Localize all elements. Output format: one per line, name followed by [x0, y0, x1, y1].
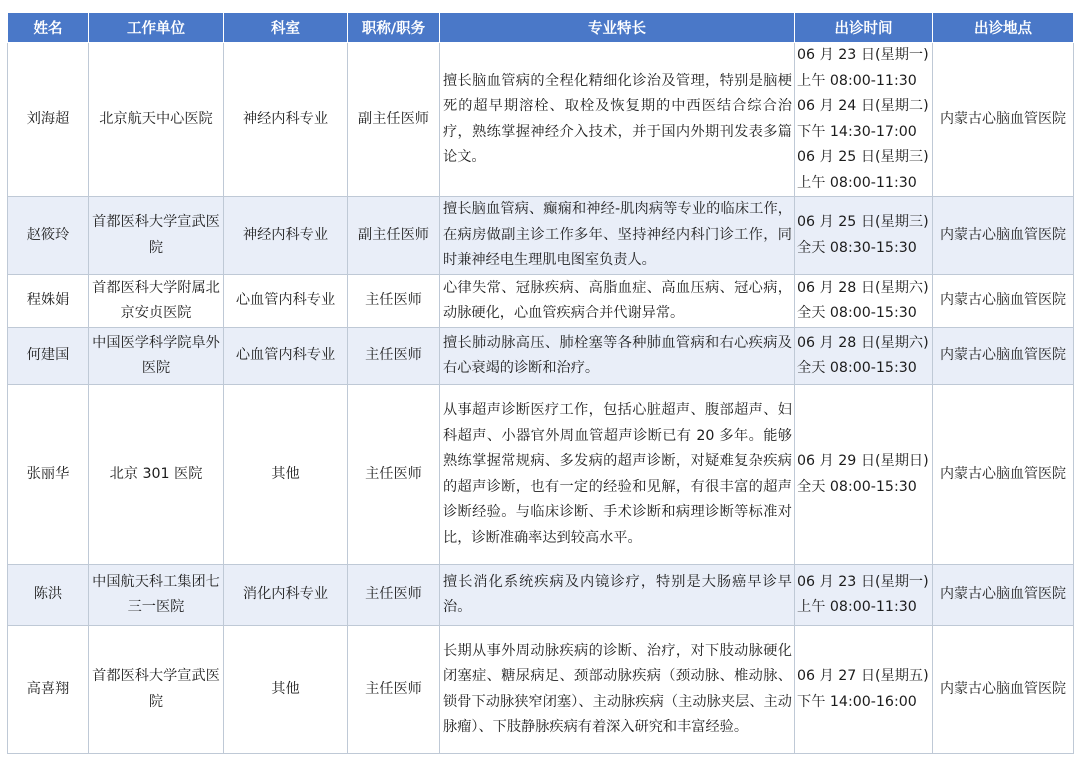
cell-specialty: 擅长脑血管病的全程化精细化诊治及管理，特别是脑梗死的超早期溶栓、取栓及恢复期的中西医结合综合治疗，熟练掌握神经介入技术，并于国内外期刊发表多篇论文。 [440, 43, 795, 197]
cell-time: 06 月 29 日(星期日) 全天 08:00-15:30 [795, 385, 933, 565]
cell-dept: 其他 [224, 626, 348, 754]
cell-title: 主任医师 [348, 626, 440, 754]
cell-name: 陈洪 [8, 565, 89, 626]
cell-location: 内蒙古心脑血管医院 [933, 385, 1074, 565]
cell-unit: 首都医科大学宣武医院 [89, 197, 224, 275]
cell-dept: 心血管内科专业 [224, 328, 348, 385]
cell-dept: 其他 [224, 385, 348, 565]
cell-time: 06 月 23 日(星期一) 上午 08:00-11:30 [795, 565, 933, 626]
cell-name: 赵筱玲 [8, 197, 89, 275]
cell-location: 内蒙古心脑血管医院 [933, 626, 1074, 754]
cell-time: 06 月 25 日(星期三) 全天 08:30-15:30 [795, 197, 933, 275]
cell-specialty: 从事超声诊断医疗工作，包括心脏超声、腹部超声、妇科超声、小器官外周血管超声诊断已有 20 多年。能够熟练掌握常规病、多发病的超声诊断，对疑难复杂疾病的超声诊断，也有一定的经验和见解，有很丰富的超声诊断经验。与临床诊断、手术诊断和病理诊断等标准对比，诊断准确率达到较高水平。 [440, 385, 795, 565]
cell-unit: 北京航天中心医院 [89, 43, 224, 197]
cell-location: 内蒙古心脑血管医院 [933, 197, 1074, 275]
header-location: 出诊地点 [933, 13, 1074, 43]
cell-unit: 中国医学科学院阜外医院 [89, 328, 224, 385]
table-row [8, 626, 1074, 754]
cell-title: 主任医师 [348, 385, 440, 565]
table-row [8, 385, 1074, 565]
cell-time: 06 月 23 日(星期一) 上午 08:00-11:30 06 月 24 日(星期二) 下午 14:30-17:00 06 月 25 日(星期三) 上午 08:00-11:30 [795, 43, 933, 197]
doctor-schedule-table [7, 12, 1074, 754]
table-row [8, 328, 1074, 385]
cell-location: 内蒙古心脑血管医院 [933, 328, 1074, 385]
header-dept: 科室 [224, 13, 348, 43]
cell-location: 内蒙古心脑血管医院 [933, 275, 1074, 328]
cell-name: 何建国 [8, 328, 89, 385]
header-title: 职称/职务 [348, 13, 440, 43]
cell-unit: 北京 301 医院 [89, 385, 224, 565]
cell-specialty: 擅长消化系统疾病及内镜诊疗，特别是大肠癌早诊早治。 [440, 565, 795, 626]
header-name: 姓名 [8, 13, 89, 43]
header-unit: 工作单位 [89, 13, 224, 43]
header-specialty: 专业特长 [440, 13, 795, 43]
cell-name: 张丽华 [8, 385, 89, 565]
cell-dept: 神经内科专业 [224, 43, 348, 197]
cell-time: 06 月 28 日(星期六) 全天 08:00-15:30 [795, 275, 933, 328]
table-row [8, 275, 1074, 328]
cell-specialty: 心律失常、冠脉疾病、高脂血症、高血压病、冠心病，动脉硬化，心血管疾病合并代谢异常。 [440, 275, 795, 328]
header-time: 出诊时间 [795, 13, 933, 43]
table-row [8, 565, 1074, 626]
table-header-row [8, 13, 1074, 43]
cell-dept: 消化内科专业 [224, 565, 348, 626]
cell-title: 主任医师 [348, 565, 440, 626]
cell-title: 主任医师 [348, 328, 440, 385]
cell-unit: 首都医科大学宣武医院 [89, 626, 224, 754]
table-row [8, 197, 1074, 275]
cell-specialty: 擅长肺动脉高压、肺栓塞等各种肺血管病和右心疾病及右心衰竭的诊断和治疗。 [440, 328, 795, 385]
cell-specialty: 擅长脑血管病、癫痫和神经-肌肉病等专业的临床工作，在病房做副主诊工作多年、坚持神经内科门诊工作，同时兼神经电生理肌电图室负责人。 [440, 197, 795, 275]
cell-title: 副主任医师 [348, 197, 440, 275]
cell-name: 程姝娟 [8, 275, 89, 328]
cell-specialty: 长期从事外周动脉疾病的诊断、治疗，对下肢动脉硬化闭塞症、糖尿病足、颈部动脉疾病（颈动脉、椎动脉、锁骨下动脉狭窄闭塞）、主动脉疾病（主动脉夹层、主动脉瘤）、下肢静脉疾病有着深入研究和丰富经验。 [440, 626, 795, 754]
cell-time: 06 月 27 日(星期五) 下午 14:00-16:00 [795, 626, 933, 754]
cell-dept: 心血管内科专业 [224, 275, 348, 328]
cell-title: 主任医师 [348, 275, 440, 328]
cell-unit: 首都医科大学附属北京安贞医院 [89, 275, 224, 328]
table-row [8, 43, 1074, 197]
cell-dept: 神经内科专业 [224, 197, 348, 275]
cell-time: 06 月 28 日(星期六) 全天 08:00-15:30 [795, 328, 933, 385]
cell-title: 副主任医师 [348, 43, 440, 197]
cell-location: 内蒙古心脑血管医院 [933, 565, 1074, 626]
cell-location: 内蒙古心脑血管医院 [933, 43, 1074, 197]
cell-name: 高喜翔 [8, 626, 89, 754]
cell-name: 刘海超 [8, 43, 89, 197]
cell-unit: 中国航天科工集团七三一医院 [89, 565, 224, 626]
